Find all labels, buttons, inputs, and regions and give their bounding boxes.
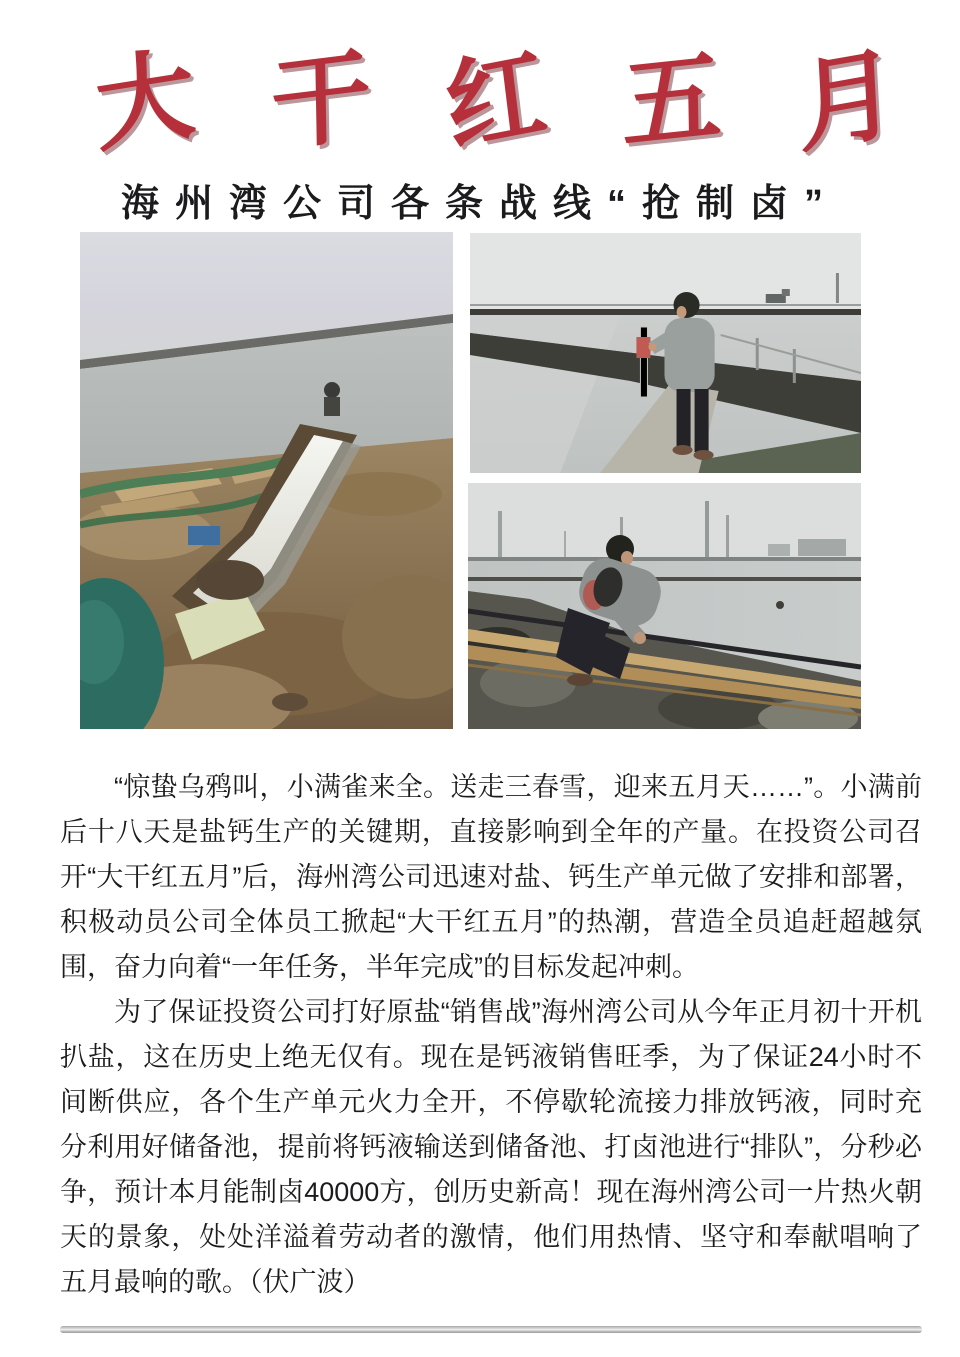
page-subtitle: 海州湾公司各条战线“抢制卤” [120, 183, 839, 225]
blue-debris [188, 526, 220, 545]
distant-pole [836, 273, 839, 303]
horizon-dike [470, 309, 861, 315]
distant-chimney [705, 501, 709, 557]
gauge-marker [636, 337, 650, 358]
title-char-5: 月 [794, 31, 900, 169]
photo-salt-channel [80, 232, 453, 729]
page-title [91, 31, 900, 173]
distant-chimney [726, 515, 729, 557]
worker-shoe [567, 674, 593, 686]
fence-post [756, 338, 759, 370]
worker-leg [695, 389, 709, 452]
paragraph-1: “惊蛰乌鸦叫，小满雀来全。送走三春雪，迎来五月天……”。小满前后十八天是盐钙生产的关键期，直接影响到全年的产量。在投资公司召开“大干红五月”后，海州湾公司迅速对盐、钙生产单元做了安排和部署，积极动员公司全体员工掀起“大干红五月”的热潮，营造全员追赶超越氛围，奋力向着“一年任务，半年完成”的目标发起冲刺。 [60, 772, 922, 982]
water-debris [776, 601, 784, 609]
worker-hand [648, 343, 656, 351]
title-char-2: 干 [269, 34, 372, 166]
distant-worker-body [324, 397, 340, 416]
title-char-3: 红 [439, 31, 553, 169]
worker-face [677, 306, 687, 318]
far-dike-line [468, 577, 861, 581]
horizon-line [468, 557, 861, 561]
worker-jacket [664, 318, 714, 392]
distant-chimney [498, 511, 502, 557]
dark-rock [196, 560, 264, 600]
sky [470, 233, 861, 313]
distant-worker [324, 382, 340, 398]
distant-chimney [564, 531, 566, 557]
photo-worker-planks [468, 483, 861, 729]
worker-hand [634, 632, 646, 644]
worker-shoe [673, 445, 693, 455]
worker-shoe [694, 450, 714, 460]
photo-worker-planks-illustration [468, 483, 861, 729]
distant-truck-cab [782, 289, 790, 296]
article-body [60, 765, 922, 1305]
dark-rock [272, 693, 308, 711]
distant-buildings [768, 544, 790, 556]
photo-worker-gauge-illustration [470, 233, 861, 473]
title-char-4: 五 [620, 35, 723, 165]
distant-buildings [798, 539, 846, 556]
far-shore-line [470, 304, 861, 306]
horizontal-rule [60, 1326, 922, 1333]
photo-salt-channel-illustration [80, 232, 453, 729]
photo-worker-gauge [470, 233, 861, 473]
title-char-1: 大 [91, 33, 199, 167]
paragraph-2: 为了保证投资公司打好原盐“销售战”海州湾公司从今年正月初十开机扒盐，这在历史上绝无仅有。现在是钙液销售旺季，为了保证24小时不间断供应，各个生产单元火力全开，不停歇轮流接力排放钙液，同时充分利用好储备池，提前将钙液输送到储备池、打卤池进行“排队”，分秒必争，预计本月能制卤40000方，创历史新高！现在海州湾公司一片热火朝天的景象，处处洋溢着劳动者的激情，他们用热情、坚守和奉献唱响了五月最响的歌。（伏广波） [60, 997, 922, 1297]
worker-leg [677, 389, 691, 447]
